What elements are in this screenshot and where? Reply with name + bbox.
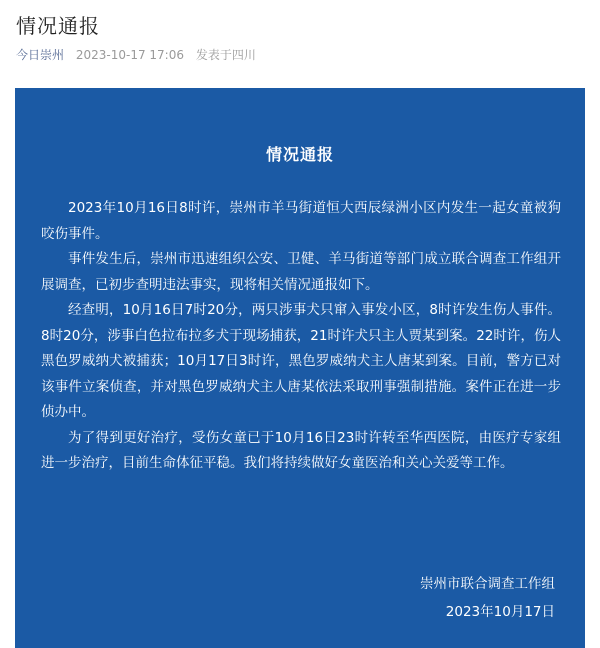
notice-body: [41, 196, 561, 477]
notice-image: [15, 88, 585, 648]
signature-date: 2023年10月17日: [445, 604, 555, 620]
notice-heading: 情况通报: [265, 145, 334, 164]
notice-paragraph: 为了得到更好治疗，受伤女童已于10月16日23时许转至华西医院，由医疗专家组进一步治疗，目前生命体征平稳。我们将持续做好女童医治和关心关爱等工作。: [41, 429, 561, 471]
publish-datetime: 2023-10-17 17:06: [75, 48, 184, 62]
article-meta: [16, 46, 264, 63]
publish-location: 发表于四川: [195, 48, 256, 62]
notice-paragraph: 2023年10月16日8时许，崇州市羊马街道恒大西辰绿洲小区内发生一起女童被狗咬伤事件。: [41, 200, 561, 242]
article-title: 情况通报: [16, 14, 100, 38]
notice-signature: [420, 570, 555, 626]
signature-org: 崇州市联合调查工作组: [420, 576, 555, 592]
notice-paragraph: 事件发生后，崇州市迅速组织公安、卫健、羊马街道等部门成立联合调查工作组开展调查，已初步查明违法事实，现将相关情况通报如下。: [41, 251, 561, 293]
account-name-link[interactable]: 今日崇州: [16, 48, 65, 62]
notice-paragraph: 经查明，10月16日7时20分，两只涉事犬只窜入事发小区，8时许发生伤人事件。8时20分，涉事白色拉布拉多犬于现场捕获，21时许犬只主人贾某到案。22时许，伤人黑色罗威纳犬被捕获；10月17日3时许，黑色罗威纳犬主人唐某到案。目前，警方已对该事件立案侦查，并对黑色罗威纳犬主人唐某依法采取刑事强制措施。案件正在进一步侦办中。: [41, 302, 561, 420]
